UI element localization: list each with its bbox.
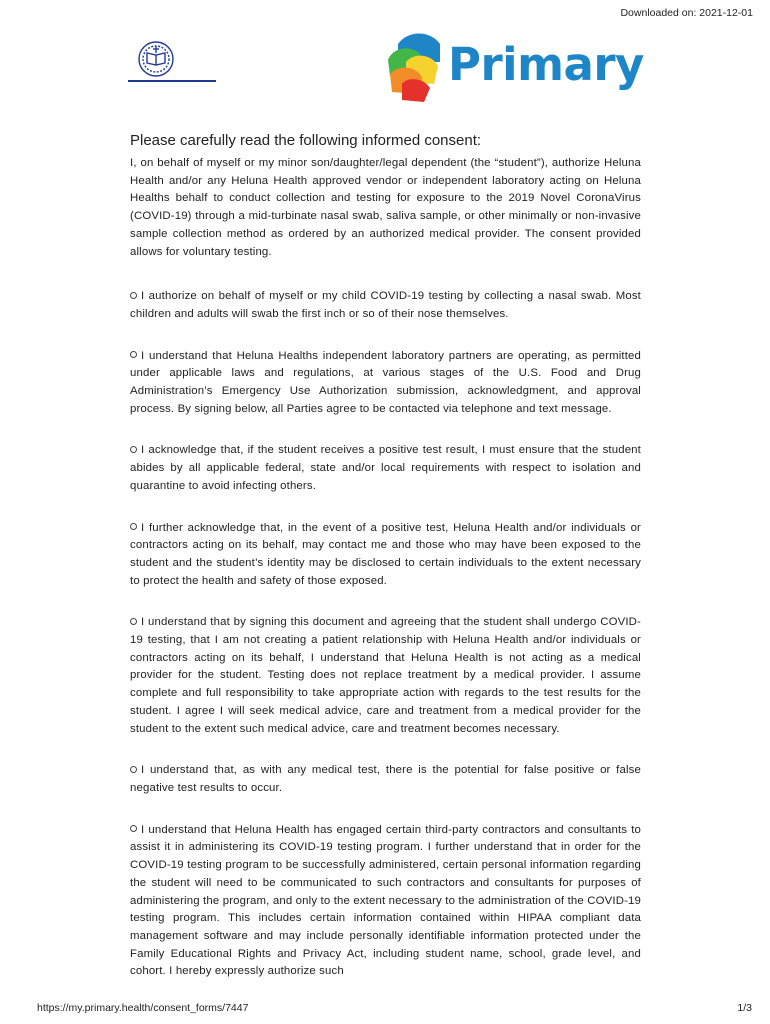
- consent-item: I understand that Heluna Healths independent laboratory partners are operating, as permitted under applicable laws and regulations, at various stages of the U.S. Food and Drug Administration’s Emergency Use Authorization submission, acknowledgment, and approval process. By signing below, all Parties agree to be contacted via telephone and text message.: [130, 349, 641, 415]
- bullet-icon: [130, 618, 137, 625]
- consent-item: I authorize on behalf of myself or my child COVID-19 testing by collecting a nasal swab. Most children and adults will swab the first inch or so of their nose themselves.: [130, 290, 641, 320]
- bullet-icon: [130, 351, 137, 358]
- page-number: 1/3: [737, 1002, 752, 1014]
- download-date: Downloaded on: 2021-12-01: [620, 7, 753, 19]
- consent-item: I understand that by signing this document and agreeing that the student shall undergo COVID-19 testing, that I am not creating a patient relationship with Heluna Health and/or individuals or contractors acting on its behalf, I understand that Heluna Health is not acting as a medical provider for the student. Testing does not replace treatment by a medical provider. I assume complete and full responsibility to take appropriate action with regards to the test results for the student. I agree I will seek medical advice, care and treatment from a medical provider for the student to the extent such medical advice, care and treatment becomes necessary.: [130, 616, 641, 735]
- consent-item: I acknowledge that, if the student receives a positive test result, I must ensure that the student abides by all applicable federal, state and/or local requirements with respect to isolation and quarantine to avoid infecting others.: [130, 444, 641, 492]
- consent-form: [130, 132, 641, 981]
- school-seal-icon: [128, 34, 218, 90]
- bullet-icon: [130, 292, 137, 299]
- consent-intro: I, on behalf of myself or my minor son/daughter/legal dependent (the “student”), authorize Heluna Health and/or any Heluna Health approved vendor or independent laboratory acting on Heluna Healths behalf to conduct collection and testing for exposure to the 2019 Novel CoronaVirus (COVID-19) through a mid-turbinate nasal swab, saliva sample, or other minimally or non-invasive sample collection method as ordered by an authorized medical provider. The consent provided allows for voluntary testing.: [130, 157, 641, 258]
- page-url: https://my.primary.health/consent_forms/7447: [37, 1002, 249, 1014]
- consent-item: I further acknowledge that, in the event of a positive test, Heluna Health and/or individuals or contractors acting on its behalf, may contact me and those who may have been exposed to the student and the student’s identity may be disclosed to certain individuals to the extent necessary to protect the health and safety of those exposed.: [130, 521, 641, 587]
- consent-item: I understand that Heluna Health has engaged certain third-party contractors and consultants to assist it in administering its COVID-19 testing program. I further understand that in order for the COVID-19 testing program to be successfully administered, certain personal information regarding the student will need to be communicated to such contractors and consultants for purposes of administering the program, and only to the extent necessary to the administration of the COVID-19 testing program. This includes certain information contained within HIPAA compliant data management software and may include personally identifiable information protected under the Family Educational Rights and Privacy Act, including student name, school, grade level, and cohort. I hereby expressly authorize such: [130, 823, 641, 978]
- bullet-icon: [130, 523, 137, 530]
- consent-heading: Please carefully read the following informed consent:: [130, 132, 482, 149]
- bullet-icon: [130, 825, 137, 832]
- bullet-icon: [130, 446, 137, 453]
- bullet-icon: [130, 766, 137, 773]
- primary-logo-text: Primary: [448, 38, 644, 91]
- consent-item: I understand that, as with any medical test, there is the potential for false positive or false negative test results to occur.: [130, 764, 641, 794]
